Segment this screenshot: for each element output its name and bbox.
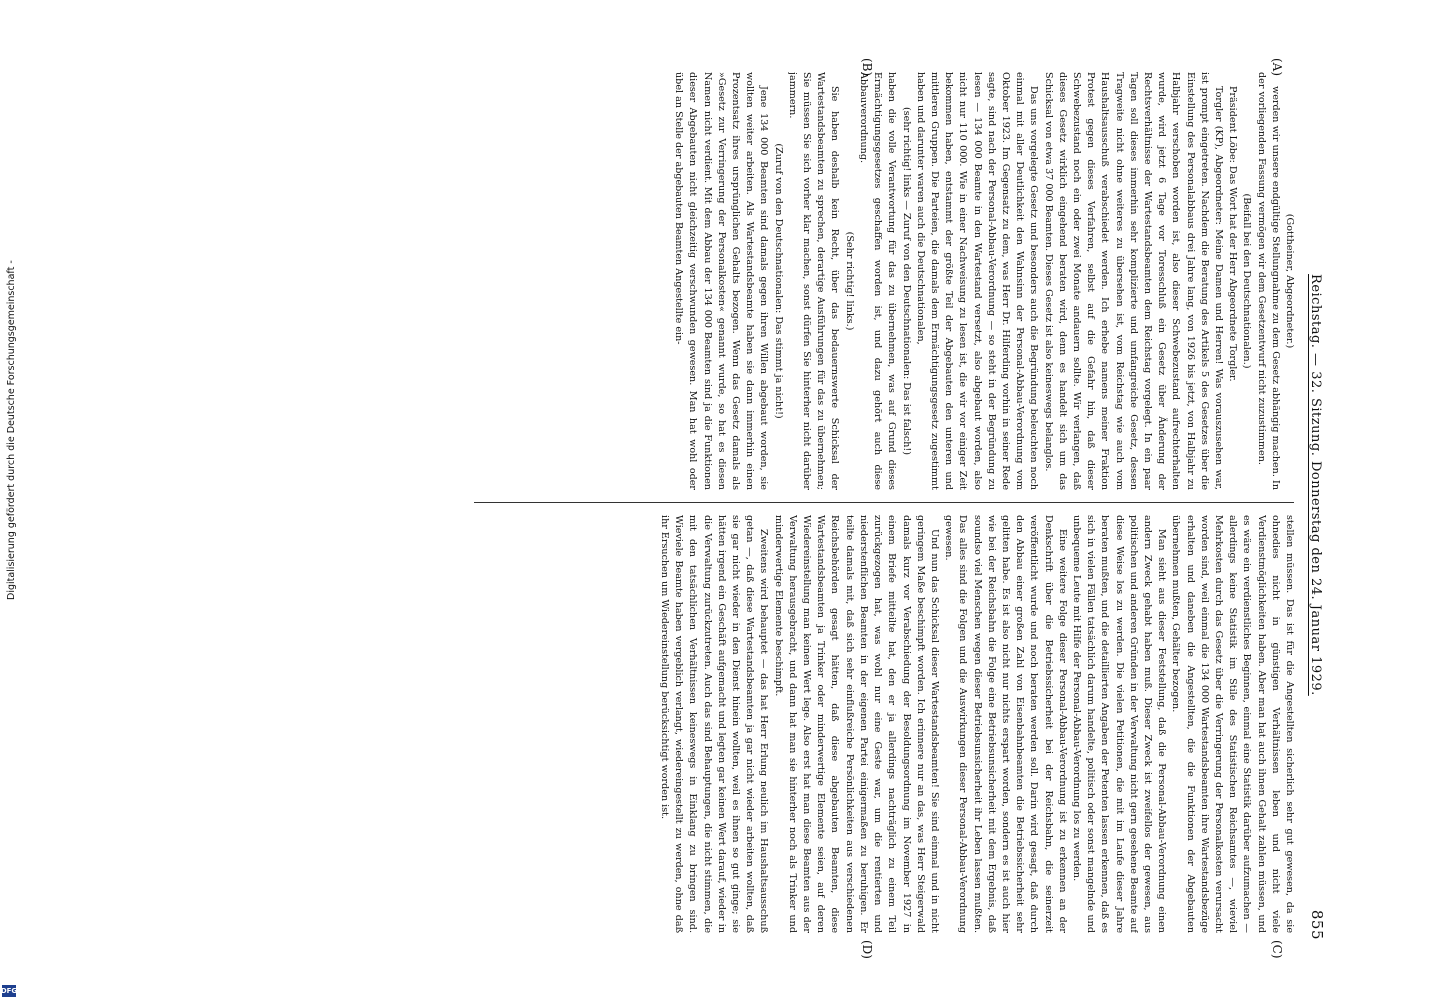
paragraph: Torgler (KP), Abgeordneter: Meine Damen und Herren! Was vorauszusehen war, ist prompt eingetreten. Nachdem die Beratung des Artikels 5 des Gesetzes über die Einstellung des Personalabbaus drei Jahre lang, von 1926 bis jetzt, von Halbjahr zu Halbjahr verschoben worden ist, also dieser Schwebezustand aufrechterhalten wurde, wird jetzt 6 Tage vor Toresschluß ein Gesetz über Änderung der Rechtsverhältnisse der Wartestandsbeamten dem Reichstag vorgelegt. In ein paar Tagen soll dieses immerhin sehr komplizierte und umfangreiche Gesetz, dessen Tragweite nicht ohne weiteres zu übersehen ist, vom Reichstag wie auch vom Haushaltsausschuß verabschiedet werden. Ich erhebe namens meiner Fraktion Protest gegen dieses Verfahren, selbst auf die Gefahr hin, daß dieser Schwebezustand noch ein oder zwei Monate andauern sollte. Wir verlangen, daß dieses Gesetz wirklich eingehend beraten wird, denn es handelt sich um das Schicksal von etwa 37 000 Beamten. Dieses Gesetz ist also keineswegs belanglos.: [1042, 72, 1224, 490]
paragraph: werden wir unsere endgültige Stellungnahme zu dem Gesetz abhängig machen. In der vorliegenden Fassung vermögen wir dem Gesetzentwurf nicht zuzustimmen.: [1255, 72, 1281, 490]
page-number: 855: [1308, 909, 1326, 940]
column-divider: [474, 502, 1294, 503]
paragraph: Das uns vorgelegte Gesetz und besonders auch die Begründung beleuchten noch einmal mit aller Deutlichkeit den Wahnsinn der Personal-Abbau-Verordnung vom Oktober 1923. Im Gegensatz zu dem, was Herr Dr. Hilferding vorhin in seiner Rede sagte, sind nach der Personal-Abbau-Verordnung — so steht in der Begründung zu lesen — 134 000 Beamte in den Wartestand versetzt, also abgebaut worden, also nicht nur 110 000. Wie in einer Nachweisung zu lesen ist, die wir vor einiger Zeit bekommen haben, entstammt der größte Teil der Abgebauten den unteren und mittleren Gruppen. Die Parteien, die damals dem Ermächtigungsgesetz zugestimmt haben und darunter waren auch die Deutschnationalen,: [914, 72, 1040, 490]
speaker-attribution: (Gottheiner, Abgeordneter.): [1284, 213, 1295, 349]
paragraph: stellen müssen. Das ist für die Angestellten sicherlich sehr gut gewesen, da sie ohnedies nicht in günstigen Verhältnissen leben und nicht viele Verdienstmöglichkeiten haben. Aber man hat auch ihnen Gehalt zahlen müssen, und es wäre ein verdienstliches Beginnen, einmal eine Statistik darüber aufzumachen — allerdings keine Statistik im Stile des Statistischen Reichsamtes —, wieviel Mehrkosten durch das Gesetz über die Verringerung der Personalkosten verursacht worden sind, weil einmal die 134 000 Wartestandsbeamten ihre Wartestandsbezüge erhalten und daneben die Angestellten, die die Funktionen der Abgebauten übernehmen mußten, Gehälter bezogen.: [1170, 515, 1295, 933]
margin-marker-c: (C): [1270, 940, 1284, 959]
paragraph: Eine weitere Folge dieser Personal-Abbau-Verordnung ist zu erkennen an der Denkschrift über die Betriebssicherheit bei der Reichsbahn, die seinerzeit veröffentlicht wurde und noch beraten werden soll. Darin wird gesagt, daß durch den Abbau einer großen Zahl von Eisenbahnbeamten die Betriebssicherheit sehr gelitten habe. Es ist also nicht nur nichts erspart worden, sondern es ist auch hier wie bei der Reichsbahn die Folge eine Betriebsunsicherheit mit dem Ergebnis, daß soundso viel Menschen wegen dieser Betriebsunsicherheit ihr Leben lassen mußten. Das alles sind die Folgen und die Auswirkungen dieser Personal-Abbau-Verordnung gewesen.: [943, 515, 1068, 933]
paragraph: Sie haben deshalb kein Recht, über das bedauernswerte Schicksal der Wartestandsbeamten zu sprechen, derartige Ausführungen für das zu übernehmen; Sie müssen Sie sich vorher klar machen, sonst dürfen Sie hinterher nicht darüber jammern.: [786, 72, 841, 490]
digitization-note: Digitalisierung gefördert durch die Deutsche Forschungsgemeinschaft -: [6, 260, 17, 600]
interjection: (Zuruf von den Deutschnationalen: Das stimmt ja nicht!): [772, 143, 784, 419]
page-header: [1304, 60, 1326, 940]
left-column: [456, 72, 1296, 490]
paragraph: Man sieht aus dieser Feststellung, daß die Personal-Abbau-Verordnung einen andern Zweck gehabt haben muß. Dieser Zweck ist zweifellos der gewesen, aus politischen und anderen Gründen in der Verwaltung nicht gern gesehene Beamte auf diese Weise los zu werden. Die vielen Petitionen, die mit im Laufe dieser Jahre beraten mußten, und die detaillierten Angaben der Petenten lassen erkennen, daß es sich in vielen Fällen tatsächlich darum handelte, politisch oder sonst mangelnde und unbequeme Leute mit Hilfe der Personal-Abbau-Verordnung los zu werden.: [1070, 515, 1168, 933]
interjection: (Sehr richtig! links.): [843, 231, 855, 331]
paragraph: Präsident Löbe: Das Wort hat der Herr Abgeordnete Torgler.: [1227, 86, 1239, 382]
header-title: Reichstag. — 32. Sitzung. Donnerstag den 24. Januar 1929.: [1308, 274, 1323, 696]
paragraph: Und nun das Schicksal dieser Wartestandsbeamten! Sie sind einmal und in nicht geringem Maße beschimpft worden. Ich erinnere nur an das, was Herr Steigerwald damals kurz vor Verabschiedung der Besoldungsordnung im November 1927 in einem Briefe mitteilte hat, den er ja allerdings nachträglich zu einem Teil zurückgezogen hat, was wohl nur eine Geste war, um die rentierten und niederstenflichen Beamten in der eigenen Partei einigermaßen zu beruhigen. Er teilte damals mit, daß sich sehr einflußreiche Persönlichkeiten aus verschiedenen Reichsbehörden gesagt hätten, daß diese abgebauten Beamten, diese Wartestandsbeamten ja Trinker oder minderwertige Elemente seien, auf deren Wiedereinstellung man keinen Wert lege. Also erst hat man diese Beamten aus der Verwaltung herausgebracht, und dann hat man sie hinterher noch als Trinker und minderwertige Elemente beschimpft.: [772, 515, 940, 933]
paragraph: haben die volle Verantwortung für das zu übernehmen, was auf Grund dieses Ermächtigungsgesetzes geschaffen worden ist, und dazu gehört auch diese Abbauverordnung.: [857, 72, 898, 490]
margin-marker-d: (D): [860, 940, 874, 959]
paragraph: Jene 134 000 Beamten sind damals gegen ihren Willen abgebaut worden, sie wollten weiter arbeiten. Als Wartestandsbeamte haben sie dann immerhin einen Prozentsatz ihres ursprünglichen Gehalts bezogen. Wenn das Gesetz damals als »Gesetz zur Verringerung der Personalkosten« genannt wurde, so hat es diesen Namen nicht verdient. Mit dem Abbau der 134 000 Beamten sind ja die Funktionen dieser Abgebauten nicht gleichzeitig verschwunden gewesen. Man hat wohl oder übel an Stelle der abgebauten Beamten Angestellte ein-: [673, 72, 770, 490]
interjection: (sehr richtig! links — Zuruf von den Deutschnationalen: Das ist falsch!): [900, 106, 912, 456]
margin-marker-b: (B): [860, 58, 874, 77]
interjection: (Beifall bei den Deutschnationalen.): [1241, 193, 1253, 369]
right-column: [456, 515, 1296, 933]
paragraph: Zweitens wird behauptet — das hat Herr Erlung neulich im Haushaltsausschuß getan —, daß diese Wartestandsbeamten ja gar nicht wieder arbeiten wollten, daß sie gar nicht wieder in den Dienst hinein wollten, weil es ihnen so gut ginge; sie hätten irgend ein Geschäft aufgemacht und legten gar keinen Wert darauf, wieder in die Verwaltung zurückzutreten. Auch das sind Behauptungen, die nicht stimmen, die mit den tatsächlichen Verhältnissen keineswegs in Einklang zu bringen sind. Wieviele Beamte haben vergeblich verlangt, wiedereingestellt zu werden, ohne daß ihr Ersuchen um Wiedereinstellung berücksichtigt worden ist.: [659, 515, 770, 933]
dfg-logo: DFG: [0, 987, 18, 995]
margin-marker-a: (A): [1270, 58, 1284, 77]
